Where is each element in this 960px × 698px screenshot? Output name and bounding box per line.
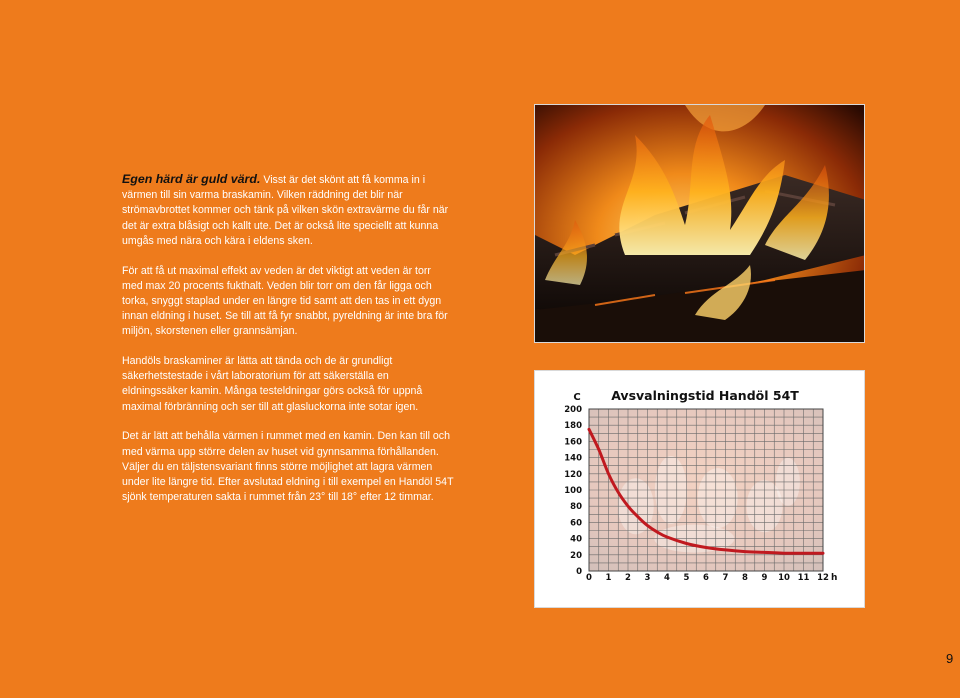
x-tick-label: 4 <box>664 573 670 583</box>
y-tick-label: 100 <box>564 486 582 496</box>
y-tick-label: 20 <box>570 550 582 561</box>
y-tick-label: 140 <box>564 453 582 464</box>
y-tick-label: 160 <box>564 437 582 448</box>
fire-illustration <box>535 105 865 343</box>
paragraph-intro <box>122 172 454 249</box>
y-tick-label: 0 <box>576 567 582 577</box>
y-axis-label: C <box>573 392 581 403</box>
cooling-chart <box>534 370 865 608</box>
paragraph-dry-wood: För att få ut maximal effekt av veden är det viktigt att veden är torr med max 20 procents fukthalt. Veden blir torr om den får ligga och torka, snyggt staplad under en längre tid samt att den tas in ett dygn innan eldning i huset. Se till att få fyr snabbt, pyreldning är inte bra för miljön, skorstenen eller grannsämjan. <box>122 264 448 338</box>
paragraph-safety: Handöls braskaminer är lätta att tända och de är grundligt säkerhetstestade i vårt laboratorium för att säkerställa en eldningssäker kamin. Många testeldningar görs också för uppnå maximal förbränning och ser till att glasluckorna inte sotar igen. <box>122 355 423 413</box>
intro-lead: Egen härd är guld värd. <box>122 172 261 186</box>
x-tick-label: 11 <box>797 573 810 583</box>
cooling-chart-svg <box>535 371 866 609</box>
fire-photo <box>534 104 865 343</box>
y-tick-label: 180 <box>564 421 582 432</box>
paragraph-heat-retention: Det är lätt att behålla värmen i rummet med en kamin. Den kan till och med värma upp större delen av huset vid gynnsamma förhållanden. Väljer du en täljstensvariant finns större möjlighet att lagra värmen under lite längre tid. Efter avslutad eldning i till exempel en Handöl 54T sjönk temperaturen sakta i rummet från 23° till 18° efter 12 timmar. <box>122 430 454 504</box>
x-axis-ticks <box>586 573 829 583</box>
x-tick-label: 6 <box>703 573 709 583</box>
x-tick-label: 2 <box>625 573 631 583</box>
x-tick-label: 5 <box>683 573 690 583</box>
y-axis-ticks <box>564 405 582 577</box>
x-tick-label: 9 <box>761 573 768 583</box>
intro-text: Visst är det skönt att få komma in i värmen till sin varma braskamin. Vilken räddning det blir när strömavbrottet kommer och tänk på vilken skön extravärme du får när det är extra blåsigt och kallt ute. Det är också lite speciellt att kunna umgås med nära och kära i eldens sken. <box>122 174 449 247</box>
y-tick-label: 120 <box>564 469 582 480</box>
x-axis-label: h <box>831 573 838 583</box>
y-tick-label: 60 <box>570 518 582 529</box>
y-tick-label: 80 <box>570 502 582 513</box>
x-tick-label: 12 <box>817 573 829 583</box>
x-tick-label: 8 <box>742 573 748 583</box>
chart-title: Avsvalningstid Handöl 54T <box>611 388 799 403</box>
x-tick-label: 3 <box>644 573 651 583</box>
body-text <box>122 172 454 520</box>
x-tick-label: 10 <box>778 573 790 583</box>
x-tick-label: 0 <box>586 573 592 583</box>
x-tick-label: 1 <box>605 573 612 583</box>
y-tick-label: 200 <box>564 405 582 415</box>
y-tick-label: 40 <box>570 534 582 545</box>
page-number: 9 <box>946 651 954 666</box>
x-tick-label: 7 <box>722 573 729 583</box>
